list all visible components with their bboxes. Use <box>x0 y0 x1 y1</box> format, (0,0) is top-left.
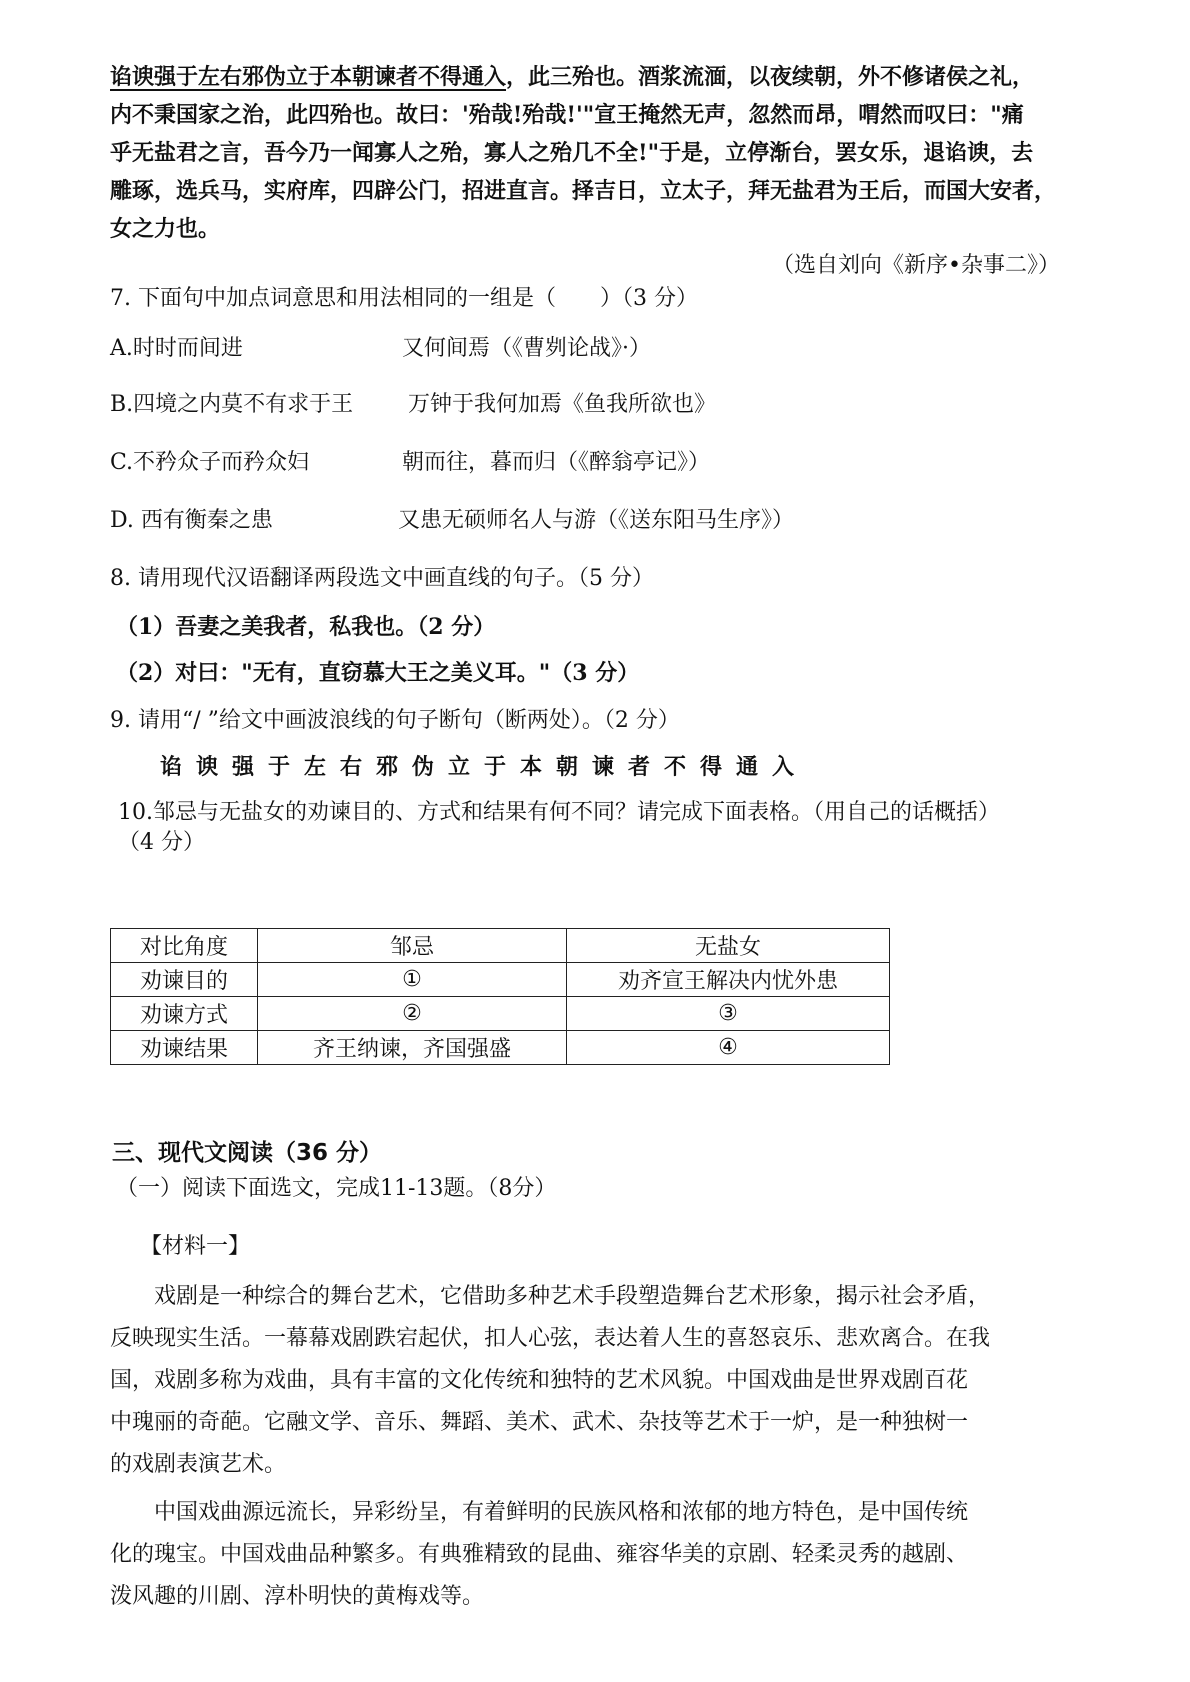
table-header-cell: 无盐女 <box>567 929 890 963</box>
q7-option-b: B.四境之内莫不有求于王 <box>110 392 354 417</box>
passage-line-1: 谄谀强于左右邪伪立于本朝谏者不得通入，此三殆也。酒浆流湎，以夜续朝，外不修诸侯之礼， <box>110 64 1035 90</box>
table-row <box>111 997 890 1031</box>
q7-option-a-right: 又何间焉（《曹刿论战》·） <box>402 336 651 361</box>
underlined-sentence: 谄谀强于左右邪伪立于本朝谏者不得通入 <box>110 64 507 90</box>
comparison-table <box>110 928 890 1065</box>
table-cell: ④ <box>567 1031 890 1065</box>
q7-option-a: A.时时而间进 <box>110 336 243 361</box>
table-header-cell: 邹忌 <box>258 929 567 963</box>
material-heading: 【材料一】 <box>140 1234 251 1259</box>
q7-option-c-right: 朝而往，暮而归（《醉翁亭记》） <box>402 450 711 475</box>
material-paragraph-1: 戏剧是一种综合的舞台艺术，它借助多种艺术手段塑造舞台艺术形象，揭示社会矛盾， 反映现实生活。一幕幕戏剧跌宕起伏，扣人心弦，表达着人生的喜怒哀乐、悲欢离合。在我 国，戏剧多称为戏曲，具有丰富的文化传统和独特的艺术风貌。中国戏曲是世界戏剧百花 中瑰丽的奇葩。它融文学、音乐、舞蹈、美术、武术、杂技等艺术于一炉，是一种独树一 的戏剧表演艺术。 <box>110 1284 991 1477</box>
table-cell: ① <box>258 963 567 997</box>
q7-option-c: C.不矜众子而矜众妇 <box>110 450 310 475</box>
passage-line-2: 内不秉国家之治，此四殆也。故曰：'殆哉!殆哉!'"宣王掩然无声，忽然而昂，喟然而叹曰："痛 <box>110 102 1024 128</box>
section-subtitle: （一）阅读下面选文，完成11-13题。（8分） <box>116 1176 557 1201</box>
table-cell: ② <box>258 997 567 1031</box>
passage-line-3: 乎无盐君之言，吾今乃一闻寡人之殆，寡人之殆几不全!"于是，立停渐台，罢女乐，退谄谀，去 <box>110 140 1034 166</box>
q9-stem: 9. 请用“/ ”给文中画波浪线的句子断句（断两处）。（2 分） <box>110 708 680 733</box>
q10-points: （4 分） <box>118 830 205 855</box>
q8-stem: 8. 请用现代汉语翻译两段选文中画直线的句子。（5 分） <box>110 566 654 591</box>
q7-stem: 7. 下面句中加点词意思和用法相同的一组是（ ）（3 分） <box>110 286 698 311</box>
table-cell: ③ <box>567 997 890 1031</box>
table-cell: 劝谏目的 <box>111 963 258 997</box>
q8-sub-2: （2）对曰："无有，直窃慕大王之美义耳。"（3 分） <box>116 660 640 686</box>
q10-stem: 10.邹忌与无盐女的劝谏目的、方式和结果有何不同？请完成下面表格。（用自己的话概括） <box>118 800 1000 825</box>
passage-source: （选自刘向《新序•杂事二》） <box>772 253 1060 278</box>
material-paragraph-2: 中国戏曲源远流长，异彩纷呈，有着鲜明的民族风格和浓郁的地方特色，是中国传统 化的瑰宝。中国戏曲品种繁多。有典雅精致的昆曲、雍容华美的京剧、轻柔灵秀的越剧、 泼风趣的川剧、淳朴明快的黄梅戏等。 <box>110 1500 969 1609</box>
q7-option-d-right: 又患无硕师名人与游（《送东阳马生序》） <box>398 508 795 533</box>
q8-sub-1: （1）吾妻之美我者，私我也。（2 分） <box>116 614 496 640</box>
q9-sentence: 谄谀强于左右邪伪立于本朝谏者不得通入 <box>160 754 809 780</box>
table-header-cell: 对比角度 <box>111 929 258 963</box>
table-header-row <box>111 929 890 963</box>
passage-line-5: 女之力也。 <box>110 216 221 242</box>
table-row <box>111 1031 890 1065</box>
passage-line-4: 雕琢，选兵马，实府库，四辟公门，招进直言。择吉日，立太子，拜无盐君为王后，而国大安者， <box>110 178 1057 204</box>
table-cell: 劝谏结果 <box>111 1031 258 1065</box>
table-cell: 劝齐宣王解决内忧外患 <box>567 963 890 997</box>
q7-option-b-right: 万钟于我何加焉《鱼我所欲也》 <box>408 392 717 417</box>
table-row <box>111 963 890 997</box>
table-cell: 劝谏方式 <box>111 997 258 1031</box>
table-cell: 齐王纳谏，齐国强盛 <box>258 1031 567 1065</box>
q7-option-d: D. 西有衡秦之患 <box>110 508 273 533</box>
section-title: 三、现代文阅读（36 分） <box>112 1140 383 1166</box>
